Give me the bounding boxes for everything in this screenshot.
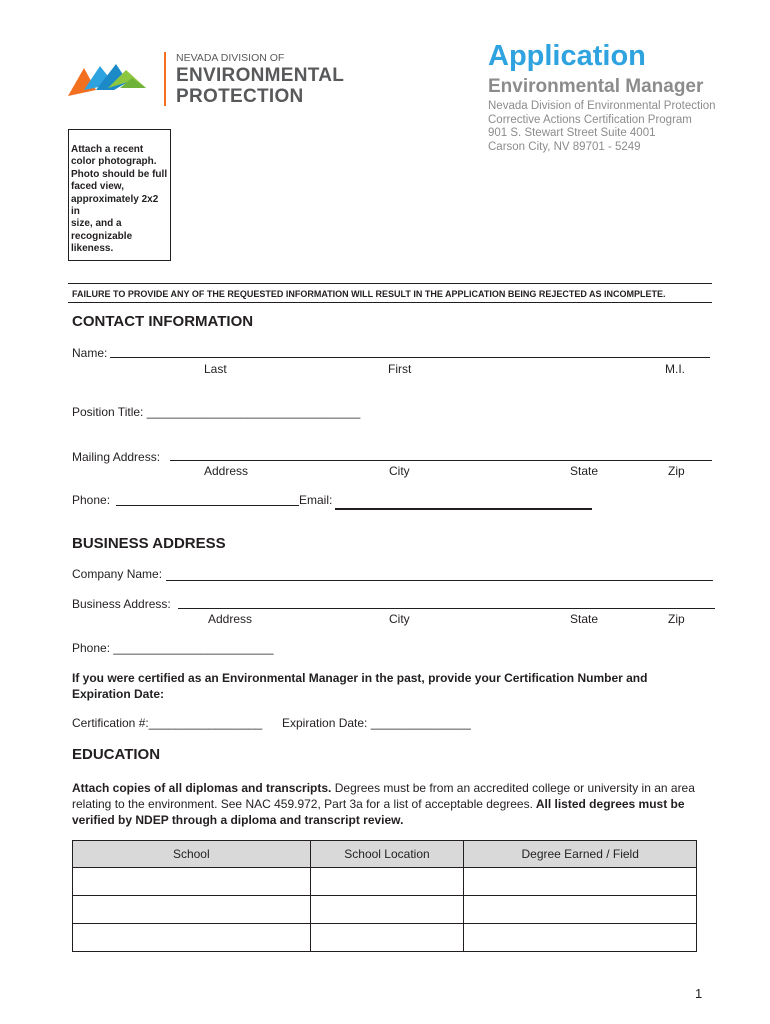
photo-instruction-line: approximately 2x2 in [71, 193, 159, 218]
logo-line-3: PROTECTION [176, 86, 304, 107]
address-line: Carson City, NV 89701 - 5249 [488, 140, 641, 153]
address-sublabel: Address [204, 464, 249, 478]
location-cell[interactable] [310, 868, 464, 896]
mountains-logo-icon [66, 60, 150, 100]
degree-cell[interactable] [464, 924, 697, 952]
application-subtitle: Environmental Manager [488, 76, 704, 97]
position-title-field[interactable]: Position Title: ________________________________ [72, 405, 361, 419]
column-header-degree: Degree Earned / Field [464, 841, 697, 868]
contact-heading: CONTACT INFORMATION [72, 313, 254, 330]
business-address-label: Business Address: [72, 597, 171, 611]
zip-sublabel: Zip [668, 464, 685, 478]
mailing-address-label: Mailing Address: [72, 450, 161, 464]
education-instructions [72, 780, 702, 828]
location-cell[interactable] [310, 896, 464, 924]
photo-instruction-line: color photograph. [71, 156, 157, 168]
photo-instruction-line: size, and a [71, 218, 122, 230]
photo-instruction-line: likeness. [71, 243, 114, 255]
expiration-date-field[interactable]: Expiration Date: _______________ [282, 716, 471, 730]
name-label: Name: [72, 346, 108, 360]
business-address-field[interactable] [178, 608, 715, 609]
company-name-field[interactable] [166, 580, 713, 581]
photo-instruction-line: Photo should be full [71, 168, 168, 180]
name-last-label: Last [204, 362, 227, 376]
address-line: 901 S. Stewart Street Suite 4001 [488, 127, 656, 139]
zip-sublabel: Zip [668, 612, 685, 626]
state-sublabel: State [570, 464, 599, 478]
company-name-label: Company Name: [72, 567, 163, 581]
city-sublabel: City [389, 612, 410, 626]
photo-instruction-line: Attach a recent [71, 144, 144, 155]
education-bold-text-2: All listed degrees must be verified by NDEP through a diploma and transcript review. [72, 797, 685, 827]
page-number: 1 [695, 986, 703, 1001]
school-cell[interactable] [73, 924, 311, 952]
logo-line-2: ENVIRONMENTAL [176, 65, 345, 86]
logo-line-1: NEVADA DIVISION OF [176, 52, 285, 64]
school-cell[interactable] [73, 896, 311, 924]
mailing-address-field[interactable] [170, 460, 712, 461]
education-bold-text: Attach copies of all diplomas and transcripts. [72, 781, 332, 795]
business-heading: BUSINESS ADDRESS [72, 535, 226, 552]
application-title: Application [488, 40, 646, 72]
agency-address [488, 100, 716, 154]
table-header-row [73, 841, 697, 868]
phone-label: Phone: [72, 493, 111, 507]
column-header-location: School Location [310, 841, 464, 868]
table-row [73, 924, 697, 952]
name-mi-label: M.I. [665, 362, 685, 376]
phone-field[interactable] [116, 505, 299, 506]
photo-box[interactable] [68, 129, 171, 261]
photo-instruction-line: recognizable [71, 230, 133, 242]
table-row [73, 868, 697, 896]
name-first-label: First [388, 362, 412, 376]
column-header-school: School [73, 841, 311, 868]
education-heading: EDUCATION [72, 746, 161, 763]
address-line: Nevada Division of Environmental Protection [488, 100, 716, 112]
photo-instruction-line: faced view, [71, 181, 124, 193]
degree-cell[interactable] [464, 896, 697, 924]
table-row [73, 896, 697, 924]
school-cell[interactable] [73, 868, 311, 896]
failure-notice: FAILURE TO PROVIDE ANY OF THE REQUESTED INFORMATION WILL RESULT IN THE APPLICATION BEING REJECTED AS INCOMPLETE. [68, 283, 712, 303]
certification-number-field[interactable]: Certification #:_________________ [72, 716, 263, 730]
business-phone-field[interactable]: Phone: ________________________ [72, 641, 274, 655]
address-sublabel: Address [208, 612, 253, 626]
logo-divider [164, 52, 166, 106]
education-table [72, 840, 697, 952]
city-sublabel: City [389, 464, 410, 478]
certification-question: If you were certified as an Environmental Manager in the past, provide your Certification Number and Expiration Date: [72, 671, 648, 701]
name-field[interactable] [110, 357, 710, 358]
address-line: Corrective Actions Certification Program [488, 113, 692, 126]
education-normal-text: Degrees must be from an accredited college or university in an area relating to the environment. See NAC 459.972, Part 3a for a list of acceptable degrees. [72, 781, 695, 811]
degree-cell[interactable] [464, 868, 697, 896]
state-sublabel: State [570, 612, 599, 626]
location-cell[interactable] [310, 924, 464, 952]
email-label: Email: [299, 493, 333, 507]
email-field[interactable] [335, 508, 592, 510]
